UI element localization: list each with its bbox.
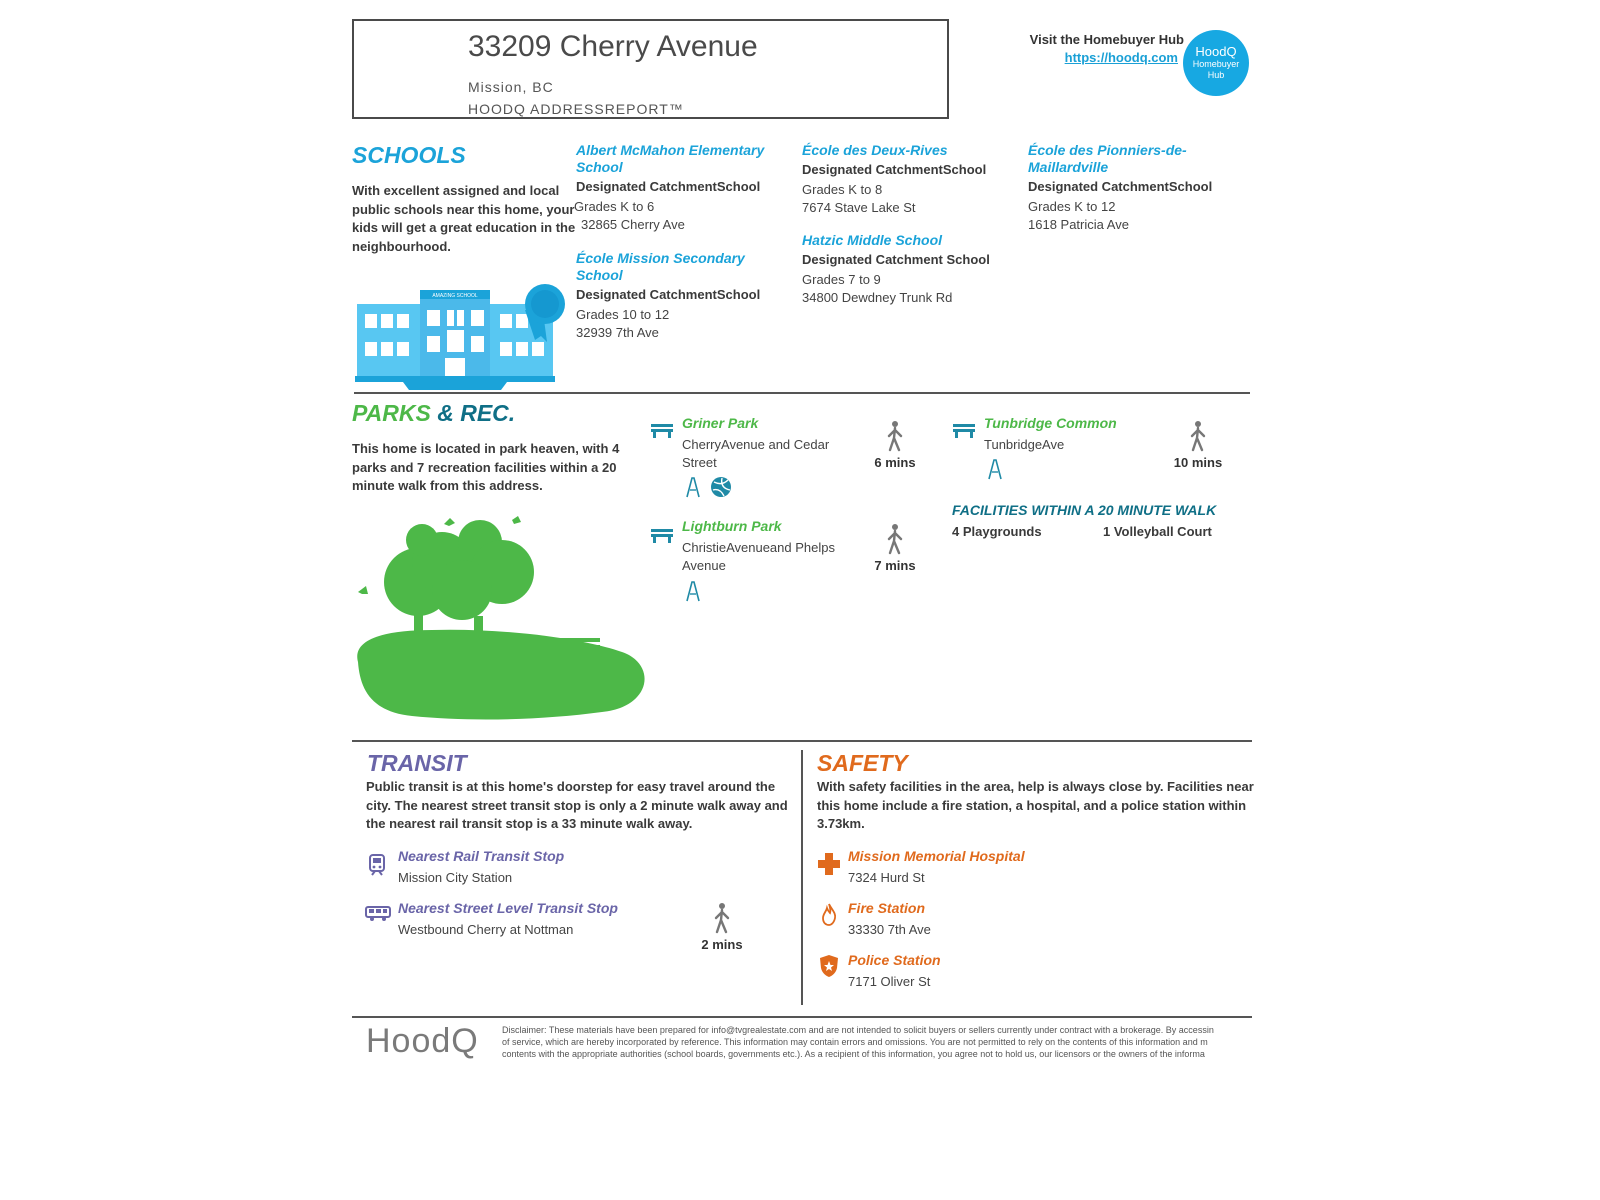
school-grades: Grades K to 6 [574, 199, 655, 214]
park-address-line: Avenue [682, 558, 726, 573]
safety-blurb [817, 778, 1267, 834]
schools-title: SCHOOLS [352, 142, 466, 168]
park-address: TunbridgeAve [984, 437, 1065, 452]
school-grades: Grades K to 8 [802, 182, 883, 197]
school-card [802, 142, 1012, 215]
park-address [682, 539, 862, 575]
school-name-line: École Mission Secondary [576, 250, 745, 266]
playground-icon [684, 580, 702, 602]
park-name[interactable]: Lightburn Park [682, 518, 782, 534]
volleyball-icon [710, 476, 732, 498]
facilities-title: FACILITIES WITHIN A 20 MINUTE WALK [952, 502, 1217, 518]
safety-blurb-line: this home include a fire station, a hospital, and a police station within [817, 797, 1247, 813]
safety-title: SAFETY [817, 750, 908, 776]
park-address [682, 436, 862, 472]
facility-item: 4 Playgrounds [952, 524, 1042, 539]
hub-link[interactable]: https://hoodq.com [1064, 50, 1178, 65]
walk-time: 10 mins [1173, 455, 1223, 470]
police-station-address: 7171 Oliver St [848, 974, 931, 989]
schools-blurb-line: kids will get a great education in the [352, 220, 576, 235]
walking-icon [885, 523, 905, 555]
transit-blurb [366, 778, 806, 834]
school-name-line: School [576, 159, 623, 175]
school-type: Designated Catchment School [802, 252, 990, 267]
park-address-line: Street [682, 455, 717, 470]
park-card [984, 415, 1164, 454]
playground-icon [986, 458, 1004, 480]
bench-icon [650, 422, 674, 438]
hub-badge-icon[interactable] [1183, 30, 1249, 96]
transit-blurb-line: city. The nearest street transit stop is only a 2 minute walk away and [366, 797, 788, 813]
transit-blurb-line: Public transit is at this home's doorstep for easy travel around the [366, 779, 776, 794]
parks-title [352, 400, 515, 427]
school-card [576, 250, 786, 340]
transit-title: TRANSIT [367, 750, 467, 776]
bench-icon [650, 527, 674, 543]
school-card [1028, 142, 1258, 232]
hospital-address: 7324 Hurd St [848, 870, 925, 885]
cross-icon [817, 852, 841, 876]
disclaimer-line: of service, which are hereby incorporated by reference. This information may contain errors and omissions. You are not permitted to rely on the contents of this information and m [502, 1037, 1208, 1047]
school-type: Designated CatchmentSchool [576, 287, 761, 302]
address-title: 33209 Cherry Avenue [468, 30, 758, 63]
playground-icon [684, 476, 702, 498]
school-address: 1618 Patricia Ave [1028, 217, 1129, 232]
park-trees-icon [352, 512, 652, 737]
bus-icon [365, 905, 391, 921]
schools-blurb-line: public schools near this home, your [352, 201, 575, 217]
fire-station-address: 33330 7th Ave [848, 922, 931, 937]
divider [354, 392, 1250, 394]
police-station-name[interactable]: Police Station [848, 952, 941, 968]
rail-stop-title[interactable]: Nearest Rail Transit Stop [398, 848, 565, 864]
parks-blurb-line: parks and 7 recreation facilities within a 20 [352, 459, 617, 475]
hospital-name[interactable]: Mission Memorial Hospital [848, 848, 1025, 864]
schools-blurb-line: neighbourhood. [352, 238, 451, 254]
school-grades: Grades 10 to 12 [576, 307, 670, 322]
walking-icon [712, 902, 732, 934]
hub-visit-text: Visit the Homebuyer Hub [1029, 32, 1184, 47]
street-stop-title[interactable]: Nearest Street Level Transit Stop [398, 900, 618, 916]
parks-blurb [352, 440, 657, 496]
badge-icon [819, 954, 839, 978]
school-name-line: School [576, 267, 623, 283]
walk-time: 2 mins [701, 937, 743, 952]
divider [352, 1016, 1252, 1018]
disclaimer [502, 1024, 1262, 1060]
facility-item: 1 Volleyball Court [1103, 524, 1212, 539]
schools-blurb-line: With excellent assigned and local [352, 183, 560, 198]
bench-icon [952, 422, 976, 438]
school-name[interactable] [576, 250, 786, 284]
report-label: HOODQ ADDRESSREPORT™ [468, 101, 684, 117]
parks-blurb-line: This home is located in park heaven, with 4 [352, 441, 620, 456]
divider [352, 740, 1252, 742]
flame-icon [820, 902, 838, 926]
park-address-line: ChristieAvenueand Phelps [682, 540, 835, 555]
school-address: 7674 Stave Lake St [802, 200, 916, 215]
train-icon [367, 853, 387, 877]
school-name[interactable] [576, 142, 786, 176]
parks-title-b: & REC. [430, 400, 516, 426]
disclaimer-line: contents with the appropriate authorities (school boards, governments etc.). As a recipient of this information, you agree not to hold us, our licensors or the owners of the informa [502, 1049, 1205, 1059]
school-address: 34800 Dewdney Trunk Rd [802, 290, 953, 305]
hub-badge-line2: Homebuyer [1192, 59, 1240, 69]
park-card [682, 415, 862, 472]
walk-time: 7 mins [874, 558, 916, 573]
school-name-line: École des Pionniers-de- [1028, 142, 1187, 158]
rail-stop-name: Mission City Station [398, 870, 513, 885]
walk-time: 6 mins [874, 455, 916, 470]
school-grades: Grades K to 12 [1028, 199, 1116, 214]
school-name[interactable]: École des Deux-Rives [802, 142, 948, 158]
school-name[interactable] [1028, 142, 1258, 176]
parks-blurb-line: minute walk from this address. [352, 478, 543, 493]
school-card [802, 232, 1012, 305]
school-type: Designated CatchmentSchool [802, 162, 987, 177]
schools-blurb [352, 182, 582, 256]
hub-badge-line1: HoodQ [1195, 44, 1237, 59]
safety-blurb-line: With safety facilities in the area, help is always close by. Facilities near [817, 779, 1254, 794]
park-card [682, 518, 862, 575]
vertical-divider [801, 750, 803, 1005]
walking-icon [1188, 420, 1208, 452]
hoodq-logo: HoodQ [366, 1022, 479, 1060]
fire-station-name[interactable]: Fire Station [848, 900, 926, 916]
school-grades: Grades 7 to 9 [802, 272, 881, 287]
school-type: Designated CatchmentSchool [576, 179, 761, 194]
transit-blurb-line: the nearest rail transit stop is a 33 minute walk away. [366, 816, 693, 831]
park-address-line: CherryAvenue and Cedar [682, 437, 830, 452]
school-building-icon [355, 280, 570, 390]
school-name-line: Maillardville [1028, 159, 1109, 175]
address-city: Mission, BC [468, 79, 554, 95]
park-name[interactable]: Griner Park [682, 415, 759, 431]
walking-icon [885, 420, 905, 452]
school-name-line: Albert McMahon Elementary [576, 142, 765, 158]
school-type: Designated CatchmentSchool [1028, 179, 1213, 194]
hub-badge-line3: Hub [1207, 70, 1225, 80]
school-sign-text: AMAZING SCHOOL [432, 293, 478, 299]
school-address: 32939 7th Ave [576, 325, 659, 340]
park-name[interactable]: Tunbridge Common [984, 415, 1117, 431]
school-address: 32865 Cherry Ave [581, 217, 685, 232]
safety-blurb-line: 3.73km. [817, 816, 865, 831]
school-card [576, 142, 786, 232]
disclaimer-line: Disclaimer: These materials have been prepared for info@tvgrealestate.com and are not intended to solicit buyers or sellers currently under contract with a brokerage. By accessin [502, 1025, 1214, 1035]
school-name[interactable]: Hatzic Middle School [802, 232, 943, 248]
street-stop-name: Westbound Cherry at Nottman [398, 922, 574, 937]
parks-title-a: PARKS [352, 400, 431, 426]
